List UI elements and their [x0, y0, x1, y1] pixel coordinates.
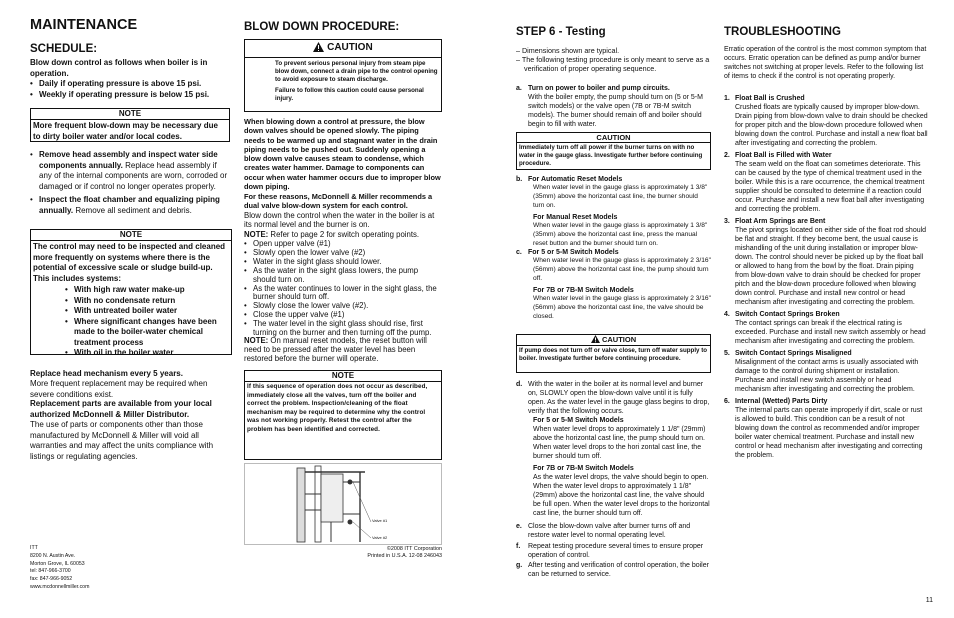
list-item — [30, 150, 230, 192]
note-box — [30, 108, 230, 142]
replace-parts: Replacement parts are available from your local authorized McDonnell & Miller Distributor. — [30, 399, 212, 419]
caution-title: CAUTION — [517, 133, 710, 143]
list-item: • With high raw water make-up — [65, 285, 225, 296]
step-key: c. — [516, 249, 522, 256]
list-item — [30, 195, 230, 216]
item-text: The contact springs can break if the electrical rating is exceeded. Purchase and install new switch assembly or head mechanism after investigating and correcting the problem. — [735, 320, 926, 345]
item-text: Misalignment of the contact arms is usually associated with damage to the control during shipment or installation. Purchase and install new switch assembly or head mechanism after investigating and correcting the problem. — [735, 359, 919, 393]
copyright — [244, 546, 442, 560]
item-text: The pivot springs located on either side of the float rod should be flat and straight. If they become bent, the usual cause is mishandling of the unit during installation or improper blow-down. The control should never be picked up by the float ball or allowed to hang from the bowl by the float. Drain piping from blow-down valve to drain should be checked for proper pitch and the blow-down procedure followed when blowing down control. Purchase and install new control or head mechanism after investigating and correcting the problem. — [735, 227, 927, 306]
list-item — [724, 397, 929, 460]
warning-icon — [591, 335, 600, 345]
step-c — [516, 248, 711, 322]
blowdown-diagram — [244, 463, 442, 545]
item-title: Float Arm Springs are Bent — [735, 218, 826, 225]
schedule-list — [30, 79, 230, 100]
schedule-intro: Blow down control as follows when boiler is in operation. — [30, 58, 208, 78]
blowdown-warning: When blowing down a control at pressure, the blow down valves should be opened slowly. The piping needs to be warmed up and stagnant water in the drain piping needs to be pushed out. Suddenly opening a blow down valve causes steam to condense, which creates water hammer. Damage to components can occur when water hammer occurs due to improper blow down piping. — [244, 117, 441, 192]
troubleshooting-intro: Erratic operation of the control is the most common symptom that occurs. Erratic operation can be defined as pump and/or burner switches not switching at proper levels. Refer to the following list of items to check if the control is not operating properly. — [724, 46, 927, 80]
note-box — [244, 370, 442, 460]
body-text: Remove all sediment and debris. — [73, 205, 192, 215]
list-item: • With untreated boiler water — [65, 306, 225, 317]
step-f — [516, 542, 711, 560]
item-title: Float Ball is Filled with Water — [735, 152, 832, 159]
body-text: Replace head assembly if any of the internal components are worn, corroded or damaged or if control no longer operates properly. — [39, 160, 228, 191]
replace-text: More frequent replacement may be required when severe conditions exist. — [30, 379, 208, 399]
step6-heading: STEP 6 - Testing — [516, 26, 606, 38]
note-text: On manual reset models, the reset button will need to be pressed after the water level has been restored before the burner will operate. — [244, 336, 427, 363]
item-text: The internal parts can operate improperly if dirt, scale or rust is allowed to build. This condition can be a result of not blowing down the control as recommended and/or improper boiler water chemical treatment. Purchase and install new control or head mechanism after investigating and correcting the problem. — [735, 407, 923, 459]
step-key: d. — [516, 381, 523, 388]
caution-label: CAUTION — [327, 42, 373, 53]
list-item — [724, 349, 929, 394]
note-text: If this sequence of operation does not occur as described, immediately close all the valves, turn off the boiler and correct the problem. Inspection/cleaning of the float mechanism may be required to determine why the control was not working properly. Retest the control after the problem has been identified and corrected. — [247, 383, 428, 433]
list-item — [724, 310, 929, 346]
blowdown-steps — [244, 240, 442, 338]
step-text: When water level in the gauge glass is approximately 2 3/16" (56mm) above the horizontal cast line, the pump should turn off. — [533, 257, 711, 282]
note-text: More frequent blow-down may be necessary due to dirty boiler water and/or local codes. — [33, 121, 218, 141]
maintenance-title: MAINTENANCE — [30, 17, 138, 33]
footer-line: fax: 847-966-9052 — [30, 576, 73, 583]
address-footer — [30, 545, 230, 592]
valve-label: Valve #1 — [372, 518, 388, 523]
step-text: With the water in the boiler at its normal level and burner on, SLOWLY open the blow-down valve until it is fully open. As the water level in the gauge glass begins to drop, verify that the following occurs. — [528, 381, 710, 415]
inspection-list — [30, 150, 230, 216]
caution-text: Failure to follow this caution could cause personal injury. — [275, 87, 424, 102]
item-number: 3. — [724, 218, 730, 225]
step-subtitle: For 5 or 5-M Switch Models — [533, 417, 624, 424]
list-item: • Open upper valve (#1) — [244, 240, 442, 249]
step-key: e. — [516, 523, 522, 530]
step-text: After testing and verification of control operation, the boiler can be returned to service. — [528, 562, 709, 578]
valve-label: Valve #2 — [372, 535, 388, 540]
testing-intro — [516, 46, 711, 74]
step-key: b. — [516, 176, 523, 183]
step-text: When water level drops to approximately 1 1/8" (29mm) above the horizontal cast line, the pump should turn on. When water level drops to the hori zontal cast line, the burner should turn off. — [533, 426, 706, 460]
note-title: NOTE — [245, 371, 441, 382]
step-text: Repeat testing procedure several times to ensure proper operation of control. — [528, 543, 704, 559]
blowdown-heading: BLOW DOWN PROCEDURE: — [244, 21, 400, 33]
warranty-text: The use of parts or components other than those manufactured by McDonnell & Miller will void all warranties and may affect the units compliance with listings or regulating agencies. — [30, 420, 214, 461]
item-title: Switch Contact Springs Broken — [735, 311, 840, 318]
footer-line: 8200 N. Austin Ave. — [30, 552, 76, 559]
step-subtitle: For 7B or 7B-M Switch Models — [533, 287, 634, 295]
step-a — [516, 84, 711, 129]
footer-line: www.mcdonnellmiller.com — [30, 583, 90, 590]
step-title: Turn on power to boiler and pump circuits. — [528, 85, 670, 92]
printed-line: Printed in U.S.A. 12-08 246043 — [367, 553, 442, 559]
item-number: 1. — [724, 95, 730, 102]
copyright-line: ©2008 ITT Corporation — [386, 546, 442, 552]
list-item: • With oil in the boiler water — [65, 348, 225, 359]
list-item: • Slowly close the lower valve (#2). — [244, 302, 442, 311]
page-number: 11 — [925, 597, 933, 604]
blowdown-note — [244, 230, 442, 239]
warning-icon — [313, 42, 324, 57]
note-text: The control may need to be inspected and cleaned more frequently on systems where there is the potential of excessive scale or sludge build-up. This includes systems: — [33, 242, 226, 283]
step-e — [516, 522, 711, 540]
step-b — [516, 175, 711, 249]
caution-label: CAUTION — [601, 335, 637, 344]
bold-text: Inspect the float chamber and equalizing piping annually. — [39, 195, 220, 215]
caution-text: To prevent serious personal injury from steam pipe blow down, connect a drain pipe to the control opening to avoid exposure to steam discharge. — [275, 60, 438, 83]
step-subtitle: For Automatic Reset Models — [528, 176, 623, 183]
step-text: Close the blow-down valve after burner turns off and restore water level to normal operating level. — [528, 523, 691, 539]
caution-box — [516, 334, 711, 373]
note-title: NOTE — [31, 109, 229, 120]
step-key: a. — [516, 85, 522, 92]
note-text: Refer to page 2 for switch operating points. — [268, 230, 420, 239]
list-item — [724, 94, 929, 148]
list-item — [724, 217, 929, 307]
step-key: g. — [516, 562, 523, 569]
item-title: Internal (Wetted) Parts Dirty — [735, 398, 828, 405]
step-text: When water level in the gauge glass is approximately 1 3/8" (35mm) above the horizontal cast line, press the manual reset button and the burner should turn on. — [533, 222, 708, 247]
step-subtitle: For 5 or 5-M Switch Models — [528, 249, 619, 256]
list-item: • As the water continues to lower in the sight glass, the burner should turn off. — [244, 285, 442, 303]
caution-text: If pump does not turn off or valve close, turn off water supply to boiler. Investigate further before continuing procedure. — [519, 347, 708, 362]
caution-box — [244, 39, 442, 112]
note-label: NOTE: — [244, 336, 269, 345]
item-number: 2. — [724, 152, 730, 159]
footer-line: ITT — [30, 545, 38, 551]
list-item: • Weekly if operating pressure is below 15 psi. — [30, 90, 230, 101]
caution-box — [516, 132, 711, 170]
list-item: • Close the upper valve (#1) — [244, 311, 442, 320]
step-text: With the boiler empty, the pump should turn on (5 or 5-M switch models) or the valve open (7B or 7B-M switch models). The burner should remain off and boiler should begin to fill with water. — [528, 94, 703, 128]
list-item: • Where significant changes have been made to the boiler-water chemical treatment process — [65, 317, 225, 349]
list-item: • Daily if operating pressure is above 15 psi. — [30, 79, 230, 90]
schedule-heading: SCHEDULE: — [30, 43, 98, 55]
intro-line: – Dimensions shown are typical. — [516, 46, 620, 55]
note-label: NOTE: — [244, 230, 269, 239]
replace-head: Replace head mechanism every 5 years. — [30, 369, 183, 378]
step-d — [516, 380, 711, 518]
troubleshooting-heading: TROUBLESHOOTING — [724, 26, 841, 38]
step-text: As the water level drops, the valve should begin to open. When the water level drops to approximately 1 1/8" (29mm) above the horizontal cast line, the valve should be full open. When the water level drops to the horizontal cast line, the burner should turn off. — [533, 474, 710, 517]
caution-title — [245, 40, 441, 58]
note-title: NOTE — [31, 230, 231, 241]
step-g — [516, 561, 711, 579]
list-item — [724, 151, 929, 214]
footer-line: tel: 847-966-3700 — [30, 568, 71, 575]
list-item: • With no condensate return — [65, 296, 225, 307]
dual-valve-recommendation: For these reasons, McDonnell & Miller recommends a dual valve blow-down system for each control. — [244, 192, 433, 211]
caution-text: Immediately turn off all power if the burner turns on with no water in the gauge glass. Investigate further before continuing procedure. — [519, 144, 703, 167]
step-key: f. — [516, 543, 521, 550]
item-title: Float Ball is Crushed — [735, 95, 805, 102]
item-text: Crushed floats are typically caused by improper blow-down. Drain piping from blow-down valve to drain should be checked for proper pitch and the blow-down procedure followed when blowing down the control. Purchase and install a new float ball after investigating and correcting the problem. — [735, 104, 928, 147]
item-number: 4. — [724, 311, 730, 318]
troubleshooting-list — [724, 94, 929, 460]
list-item: • Slowly open the lower valve (#2) — [244, 249, 442, 258]
step-text: When water level in the gauge glass is approximately 1 3/8" (35mm) above the horizontal cast line, the burner should turn on. — [533, 184, 708, 209]
footer-line: Morton Grove, IL 60053 — [30, 560, 85, 567]
caution-title — [517, 335, 710, 346]
item-title: Switch Contact Springs Misaligned — [735, 350, 852, 357]
step-subtitle: For Manual Reset Models — [533, 214, 618, 222]
list-item: • As the water in the sight glass lowers, the pump should turn on. — [244, 267, 442, 285]
item-number: 6. — [724, 398, 730, 405]
bold-text: Remove head assembly and inspect water side components annually. — [39, 150, 218, 170]
step-text: When water level in the gauge glass is approximately 2 3/16" (56mm) above the horizontal cast line, the valve should be closed. — [533, 295, 711, 320]
list-item: • The water level in the sight glass should rise, first turning on the burner and then turning off the pump. — [244, 320, 442, 338]
item-number: 5. — [724, 350, 730, 357]
boiler-piping-illustration — [245, 464, 441, 544]
note-box — [30, 229, 232, 355]
manual-reset-note — [244, 337, 442, 364]
systems-list — [31, 285, 231, 359]
blowdown-intro: Blow down the control when the water in the boiler is at its normal level and the burner is on. — [244, 211, 435, 230]
intro-line: – The following testing procedure is only meant to serve as a verification of proper operating sequence. — [516, 55, 710, 74]
step-subtitle: For 7B or 7B-M Switch Models — [533, 465, 634, 472]
item-text: The seam weld on the float can sometimes deteriorate. This can be caused by the type of chemical treatment used in the boiler. While this is a rare occurrence, the chemical treatment supplier should be consulted to determine if a reaction could occur. Purchase and install a new float ball after investigating and correcting the problem. — [735, 161, 925, 213]
list-item: • Water in the sight glass should lower. — [244, 258, 442, 267]
